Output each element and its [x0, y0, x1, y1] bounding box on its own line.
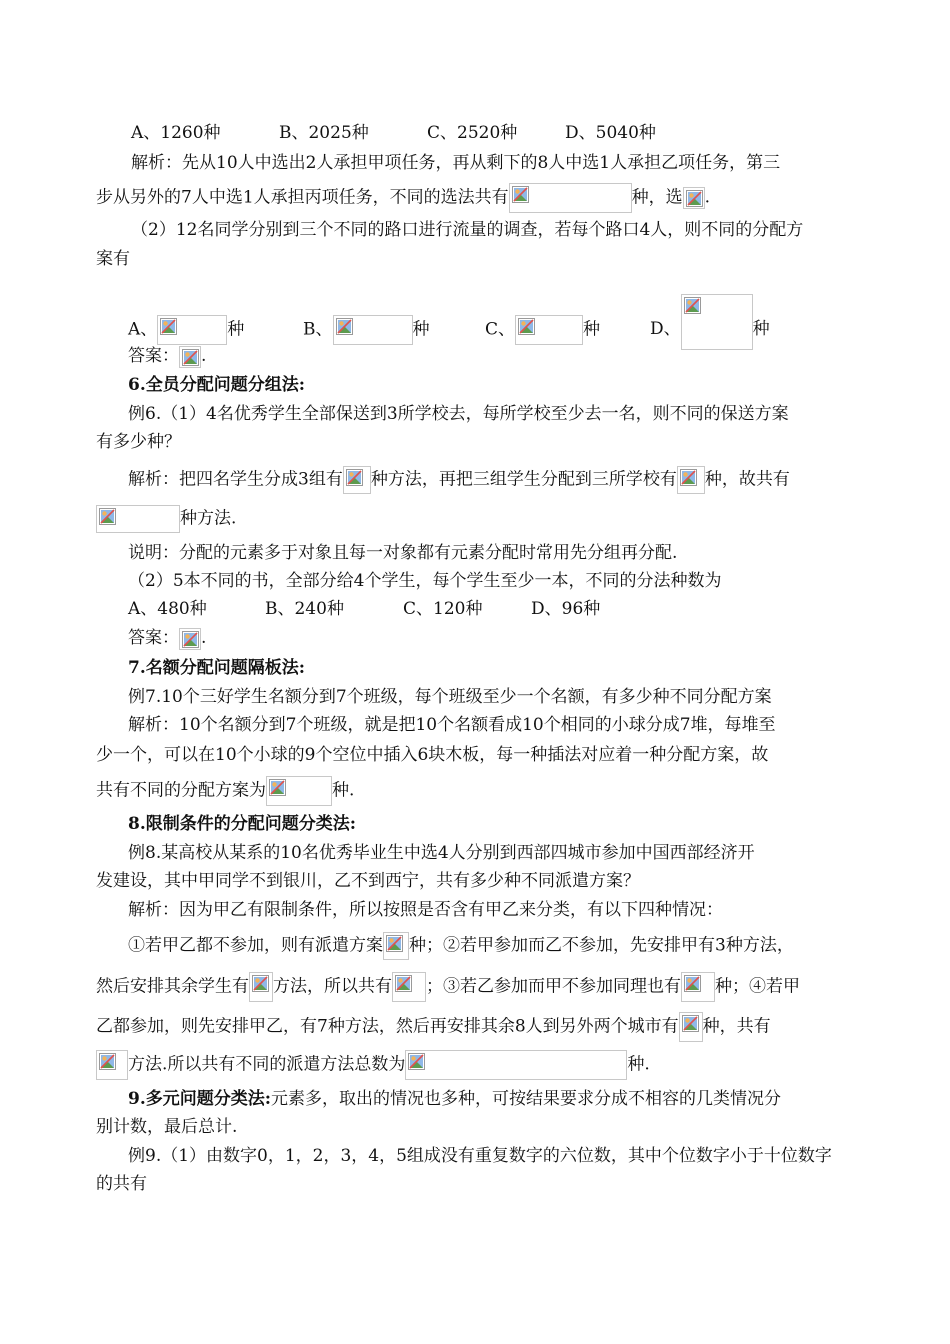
text-run: ①若甲乙都不参加，则有派遣方案: [128, 935, 383, 956]
unit-text: 种: [583, 319, 601, 339]
text-run: 种，选: [631, 187, 683, 208]
solution-line: [96, 505, 856, 533]
formula-image: [392, 972, 426, 1002]
text-run: 解析：把四名学生分成3组有: [128, 469, 343, 490]
example-line: 例7.10个三好学生名额分到7个班级，每个班级至少一个名额，有多少种不同分配方案: [128, 687, 772, 707]
section-heading: 8.限制条件的分配问题分类法:: [128, 814, 357, 834]
text-run: 然后安排其余学生有: [96, 976, 249, 997]
formula-image: [683, 187, 705, 209]
option-b: B、240种: [265, 599, 344, 619]
text-run: 种，共有: [702, 1016, 771, 1037]
example-line: 例8.某高校从某系的10名优秀毕业生中选4人分别到西部四城市参加中国西部经济开: [128, 843, 755, 863]
question-line: （2）5本不同的书，全部分给4个学生，每个学生至少一本，不同的分法种数为: [128, 571, 722, 591]
text-run: 方法，所以共有: [273, 976, 392, 997]
text-run: ；③若乙参加而甲不参加同理也有: [426, 976, 681, 997]
option-c: C、2520种: [427, 123, 518, 143]
option-d: D、5040种: [565, 123, 656, 143]
options-row: [128, 294, 888, 350]
text-run: .: [704, 187, 711, 208]
solution-line: 少一个，可以在10个小球的9个空位中插入6块木板，每一种插法对应着一种分配方案，故: [96, 745, 769, 765]
broken-image-icon: [182, 631, 199, 648]
example-line: 例6.（1）4名优秀学生全部保送到3所学校去，每所学校至少去一名，则不同的保送方案: [128, 404, 789, 424]
formula-image: [681, 294, 753, 350]
option-label: C、: [485, 319, 516, 339]
broken-image-icon: [684, 975, 701, 992]
option-b: B、2025种: [279, 123, 369, 143]
solution-line: [128, 466, 888, 494]
section-heading: 9.多元问题分类法:: [128, 1089, 272, 1109]
options-row: [128, 597, 888, 621]
formula-image: [681, 972, 715, 1002]
text-run: 种.: [332, 780, 355, 801]
solution-line: [96, 183, 856, 213]
text-run: 种，故共有: [704, 469, 790, 490]
broken-image-icon: [182, 349, 199, 366]
answer-line: [128, 344, 888, 368]
broken-image-icon: [518, 318, 535, 335]
formula-image: [509, 183, 632, 213]
option-a: A、1260种: [131, 123, 221, 143]
text-run: 种；②若甲参加而乙不参加，先安排甲有3种方法，: [409, 935, 794, 956]
broken-image-icon: [346, 469, 363, 486]
formula-image: [679, 1012, 703, 1042]
text-run: 乙都参加，则先安排甲乙，有7种方法，然后再安排其余8人到另外两个城市有: [96, 1016, 679, 1037]
formula-image: [677, 466, 705, 494]
option-d: D、96种: [531, 599, 601, 619]
formula-image: [179, 628, 201, 650]
answer-label: 答案：: [128, 346, 179, 366]
question-line: 案有: [96, 249, 130, 269]
broken-image-icon: [160, 318, 177, 335]
text-run: 种方法.: [180, 508, 237, 529]
broken-image-icon: [684, 297, 701, 314]
formula-image: [515, 315, 583, 345]
broken-image-icon: [252, 975, 269, 992]
text-run: 元素多，取出的情况也多种，可按结果要求分成不相容的几类情况分: [271, 1089, 782, 1109]
option-b: [303, 315, 485, 345]
broken-image-icon: [336, 318, 353, 335]
solution-line: [128, 932, 888, 960]
formula-image: [179, 346, 201, 368]
section-heading: 6.全员分配问题分组法:: [128, 375, 306, 395]
solution-line: 解析：因为甲乙有限制条件，所以按照是否含有甲乙来分类，有以下四种情况：: [128, 900, 723, 920]
formula-image: [405, 1050, 627, 1080]
broken-image-icon: [680, 469, 697, 486]
broken-image-icon: [269, 779, 286, 796]
formula-image: [266, 776, 332, 806]
formula-image: [96, 1050, 128, 1080]
solution-line: 解析：先从10人中选出2人承担甲项任务，再从剩下的8人中选1人承担乙项任务，第三: [131, 153, 781, 173]
answer-line: [128, 626, 888, 650]
solution-line: [96, 1050, 856, 1080]
section-line: [128, 1087, 888, 1111]
unit-text: 种: [412, 319, 430, 339]
formula-image: [383, 932, 409, 960]
text-run: .: [201, 628, 207, 648]
option-a: A、480种: [128, 599, 207, 619]
broken-image-icon: [386, 935, 403, 952]
broken-image-icon: [682, 1015, 699, 1032]
text-line: 别计数，最后总计.: [96, 1117, 238, 1137]
solution-line: [96, 776, 856, 806]
broken-image-icon: [99, 1053, 116, 1070]
option-c: [485, 315, 650, 345]
solution-line: [96, 972, 856, 1002]
text-run: 种方法，再把三组学生分配到三所学校有: [370, 469, 677, 490]
broken-image-icon: [395, 975, 412, 992]
text-run: 种；④若甲: [715, 976, 800, 997]
unit-text: 种: [752, 319, 770, 339]
text-run: 方法.所以共有不同的派遣方法总数为: [128, 1054, 406, 1075]
option-d: [650, 294, 770, 350]
text-run: 种.: [627, 1054, 650, 1075]
option-c: C、120种: [403, 599, 483, 619]
broken-image-icon: [512, 186, 529, 203]
note-line: 说明：分配的元素多于对象且每一对象都有元素分配时常用先分组再分配.: [128, 543, 678, 563]
solution-line: 解析：10个名额分到7个班级，就是把10个名额看成10个相同的小球分成7堆，每堆至: [128, 715, 776, 735]
example-line: 发建设，其中甲同学不到银川，乙不到西宁，共有多少种不同派遣方案？: [96, 871, 640, 891]
example-line: 例9.（1）由数字0，1，2，3，4，5组成没有重复数字的六位数，其中个位数字小于十位数字: [128, 1146, 832, 1166]
text-run: .: [201, 346, 207, 366]
options-row: [131, 121, 891, 145]
example-line: 有多少种？: [96, 432, 181, 452]
formula-image: [333, 315, 413, 345]
question-line: （2）12名同学分别到三个不同的路口进行流量的调查，若每个路口4人，则不同的分配方: [131, 220, 804, 240]
formula-image: [96, 505, 180, 533]
formula-image: [157, 315, 227, 345]
option-label: A、: [128, 319, 158, 339]
option-a: [128, 315, 303, 345]
unit-text: 种: [227, 319, 245, 339]
formula-image: [249, 972, 273, 1002]
broken-image-icon: [686, 190, 703, 207]
text-run: 步从另外的7人中选1人承担丙项任务，不同的选法共有: [96, 187, 509, 208]
answer-label: 答案：: [128, 628, 179, 648]
broken-image-icon: [99, 508, 116, 525]
formula-image: [343, 466, 371, 494]
broken-image-icon: [408, 1053, 425, 1070]
solution-line: [96, 1012, 856, 1042]
example-line: 的共有: [96, 1174, 147, 1194]
option-label: B、: [303, 319, 333, 339]
option-label: D、: [650, 319, 681, 339]
text-run: 共有不同的分配方案为: [96, 780, 266, 801]
section-heading: 7.名额分配问题隔板法:: [128, 658, 306, 678]
